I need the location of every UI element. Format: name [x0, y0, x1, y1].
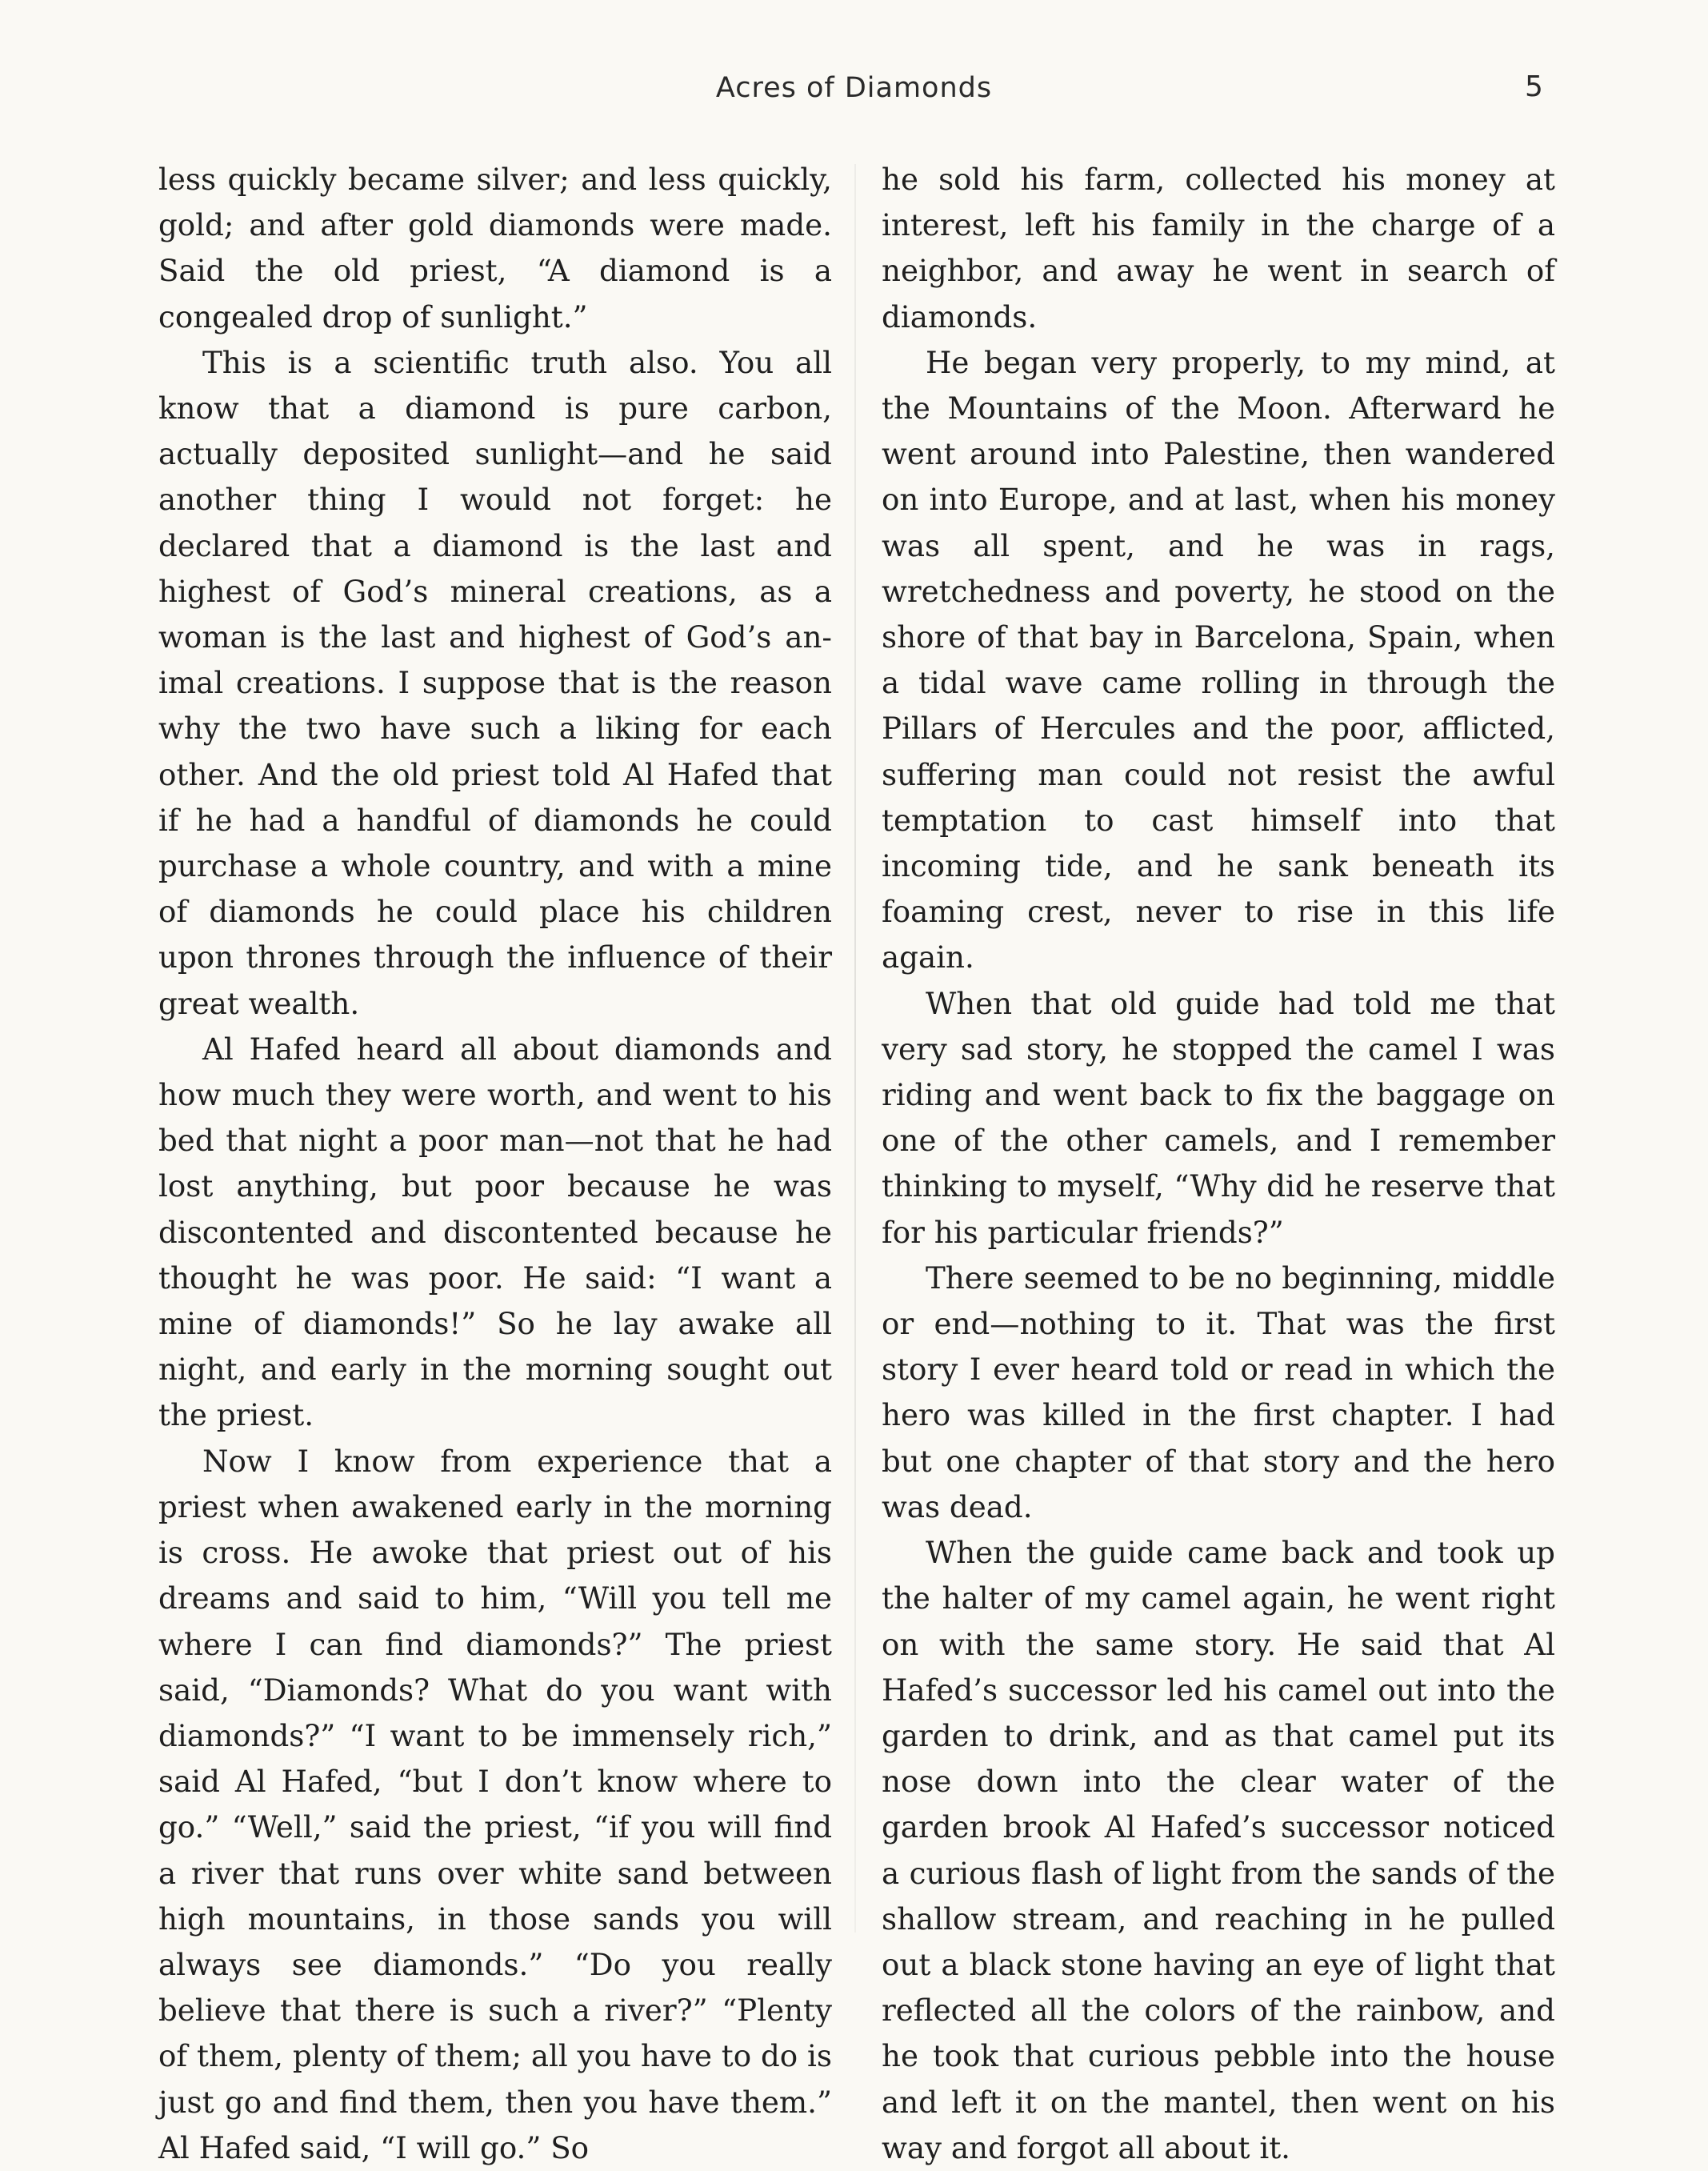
- right-column: [882, 157, 1555, 2171]
- paragraph: he sold his farm, collected his money at interest, left his family in the charge of a neighbor, and away he went in search of diamonds.: [882, 162, 1555, 334]
- paragraph: Al Hafed heard all about diamonds and how much they were worth, and went to his bed that night a poor man—not that he had lost anything, but poor because he was discontented and discontented because he thought he was poor. He said: “I want a mine of diamonds!” So he lay awake all night, and early in the morning sought out the priest.: [158, 1031, 832, 1433]
- paragraph: When the guide came back and took up the halter of my camel again, he went right on with the same story. He said that Al Hafed’s successor led his camel out into the garden to drink, and as that camel put its nose down into the clear water of the garden brook Al Hafed’s successor noticed a curious flash of light from the sands of the shallow stream, and reaching in he pulled out a black stone having an eye of light that reflected all the colors of the rainbow, and he took that curious pebble into the house and left it on the mantel, then went on his way and forgot all about it.: [882, 1535, 1555, 2165]
- column-gutter-shadow: [854, 164, 856, 1933]
- paragraph: There seemed to be no beginning, middle or end—nothing to it. That was the first story I ever heard told or read in which the hero was killed in the first chapter. I had but one chapter of that story and the hero was dead.: [882, 1260, 1555, 1524]
- paragraph: He began very properly, to my mind, at the Mountains of the Moon. Afterward he went around into Palestine, then wandered on into Europe, and at last, when his money was all spent, and he was in rags, wretchedness and poverty, he stood on the shore of that bay in Barcelona, Spain, when a tidal wave came rolling in through the Pillars of Hercules and the poor, afflicted, suffering man could not resist the awful temptation to cast himself into that incoming tide, and he sank beneath its foaming crest, never to rise in this life again.: [882, 344, 1555, 975]
- paragraph: When that old guide had told me that very sad story, he stopped the camel I was riding and went back to fix the baggage on one of the other camels, and I remember thinking to myself, “Why did he reserve that for his particular friends?”: [882, 985, 1555, 1250]
- paragraph: Now I know from experience that a priest when awakened early in the morning is cross. He awoke that priest out of his dreams and said to him, “Will you tell me where I can find diamonds?” The priest said, “Diamonds? What do you want with diamonds?” “I want to be immensely rich,” said Al Hafed, “but I don’t know where to go.” “Well,” said the priest, “if you will find a river that runs over white sand between high mountains, in those sands you will always see diamonds.” “Do you really believe that there is such a river?” “Plenty of them, plenty of them; all you have to do is just go and find them, then you have them.” Al Hafed said, “I will go.” So: [158, 1443, 832, 2165]
- running-head-title: Acres of Diamonds: [715, 72, 993, 104]
- paragraph: less quickly became silver; and less quickly, gold; and after gold diamonds were made. Said the old priest, “A diamond is a congealed drop of sunlight.”: [158, 162, 832, 334]
- page-number: 5: [1525, 70, 1543, 103]
- paragraph: This is a scientific truth also. You all know that a diamond is pure carbon, actually deposited sunlight—and he said another thing I would not forget: he declared that a diamond is the last and highest of God’s mineral creations, as a woman is the last and highest of God’s animal creations. I suppose that is the reason why the two have such a liking for each other. And the old priest told Al Hafed that if he had a handful of diamonds he could purchase a whole country, and with a mine of diamonds he could place his children upon thrones through the influence of their great wealth.: [158, 344, 832, 1021]
- left-column: [158, 157, 832, 2171]
